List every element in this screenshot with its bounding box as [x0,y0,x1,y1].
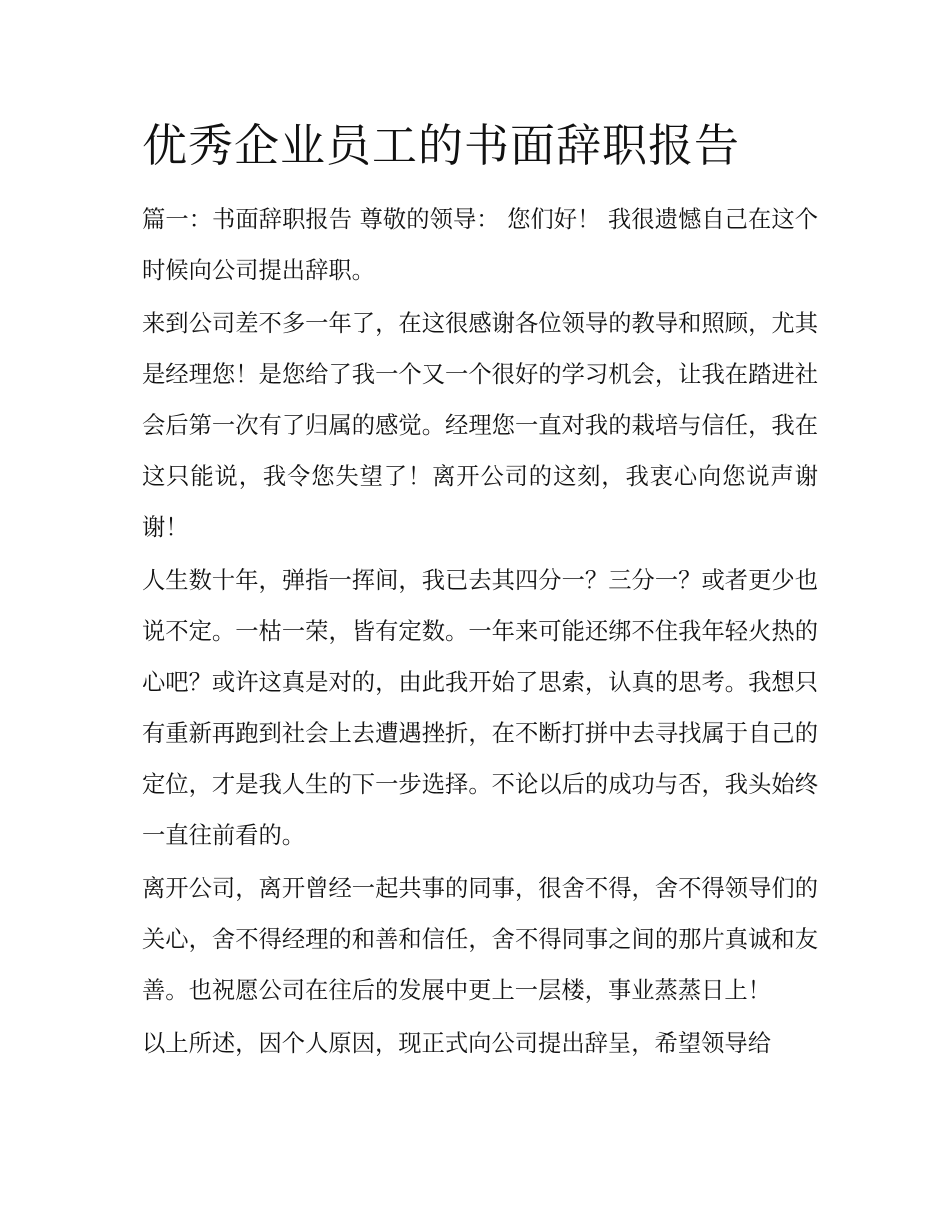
paragraph-2: 来到公司差不多一年了，在这很感谢各位领导的教导和照顾，尤其是经理您！是您给了我一个又一个很好的学习机会，让我在踏进社会后第一次有了归属的感觉。经理您一直对我的栽培与信任，我在这只能说，我令您失望了！离开公司的这刻，我衷心向您说声谢谢！ [142,310,818,541]
document-page [142,110,818,1071]
paragraph-3: 人生数十年，弹指一挥间，我已去其四分一？三分一？或者更少也说不定。一枯一荣，皆有定数。一年来可能还绑不住我年轻火热的心吧？或许这真是对的，由此我开始了思索，认真的思考。我想只有重新再跑到社会上去遭遇挫折，在不断打拼中去寻找属于自己的定位，才是我人生的下一步选择。不论以后的成功与否，我头始终一直往前看的。 [142,567,818,849]
document-title: 优秀企业员工的书面辞职报告 [142,119,741,172]
paragraph-1: 篇一：书面辞职报告 尊敬的领导： 您们好！ 我很遗憾自己在这个时候向公司提出辞职。 [142,206,818,284]
paragraph-4: 离开公司，离开曾经一起共事的同事，很舍不得，舍不得领导们的关心，舍不得经理的和善和信任，舍不得同事之间的那片真诚和友善。也祝愿公司在往后的发展中更上一层楼，事业蒸蒸日上！ [142,875,818,1004]
paragraph-5: 以上所述，因个人原因，现正式向公司提出辞呈，希望领导给 [142,1030,772,1057]
